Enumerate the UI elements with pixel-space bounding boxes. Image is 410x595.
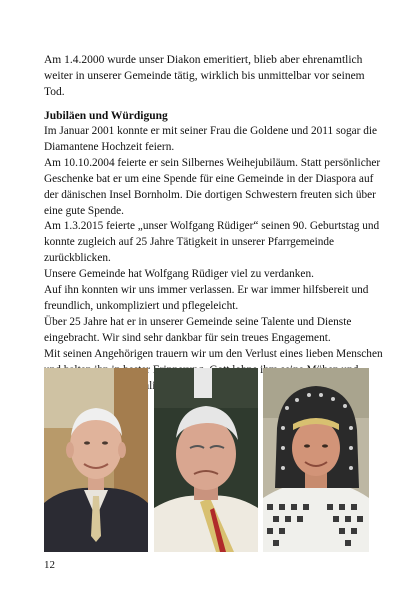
body-paragraph: Am 10.10.2004 feierte er sein Silbernes Weihejubiläum. Statt persönlicher Geschenke bat er um eine Spende für eine Gemeinde in der Diaspora auf der dänischen Insel Bornholm. Die dortigen Schwestern freuten sich über eine gute Spende.: [44, 156, 381, 217]
photo-portrait-costume: [263, 368, 369, 552]
body-paragraph: Am 1.3.2015 feierte „unser Wolfgang Rüdiger“ seinen 90. Geburtstag und konnte zugleich auf 25 Jahre Tätigkeit in unserer Pfarrgemeinde zurückblicken.: [44, 220, 380, 265]
body-paragraph: Auf ihn konnten wir uns immer verlassen. Er war immer hilfsbereit und freundlich, unkompliziert und pflegeleicht.: [44, 284, 369, 312]
photo-portrait-vestment: [154, 368, 258, 552]
photo-row: [44, 368, 369, 552]
section-heading: Jubiläen und Würdigung: [44, 110, 168, 122]
jubilee-section: [44, 108, 389, 394]
section-body: [44, 124, 389, 394]
body-paragraph: Unsere Gemeinde hat Wolfgang Rüdiger viel zu verdanken.: [44, 268, 314, 281]
body-paragraph: Im Januar 2001 konnte er mit seiner Frau die Goldene und 2011 sogar die Diamantene Hochzeit feiern.: [44, 125, 378, 153]
body-paragraph: Mit seinen Angehörigen trauern wir um den Verlust eines lieben Menschen himmlischen: [44, 347, 383, 392]
photo-portrait-suit: [44, 368, 148, 552]
body-paragraph: Über 25 Jahre hat er in unserer Gemeinde seine Talente und Dienste eingebracht. Wir sind sehr dankbar für sein treues Engagement.: [44, 315, 352, 344]
intro-paragraph: Am 1.4.2000 wurde unser Diakon emeritiert, blieb aber ehrenamtlich weiter in unserer Gemeinde tätig, wirklich bis unmittelbar vor seinem Tod.: [44, 54, 365, 98]
page-number: 12: [44, 559, 55, 571]
